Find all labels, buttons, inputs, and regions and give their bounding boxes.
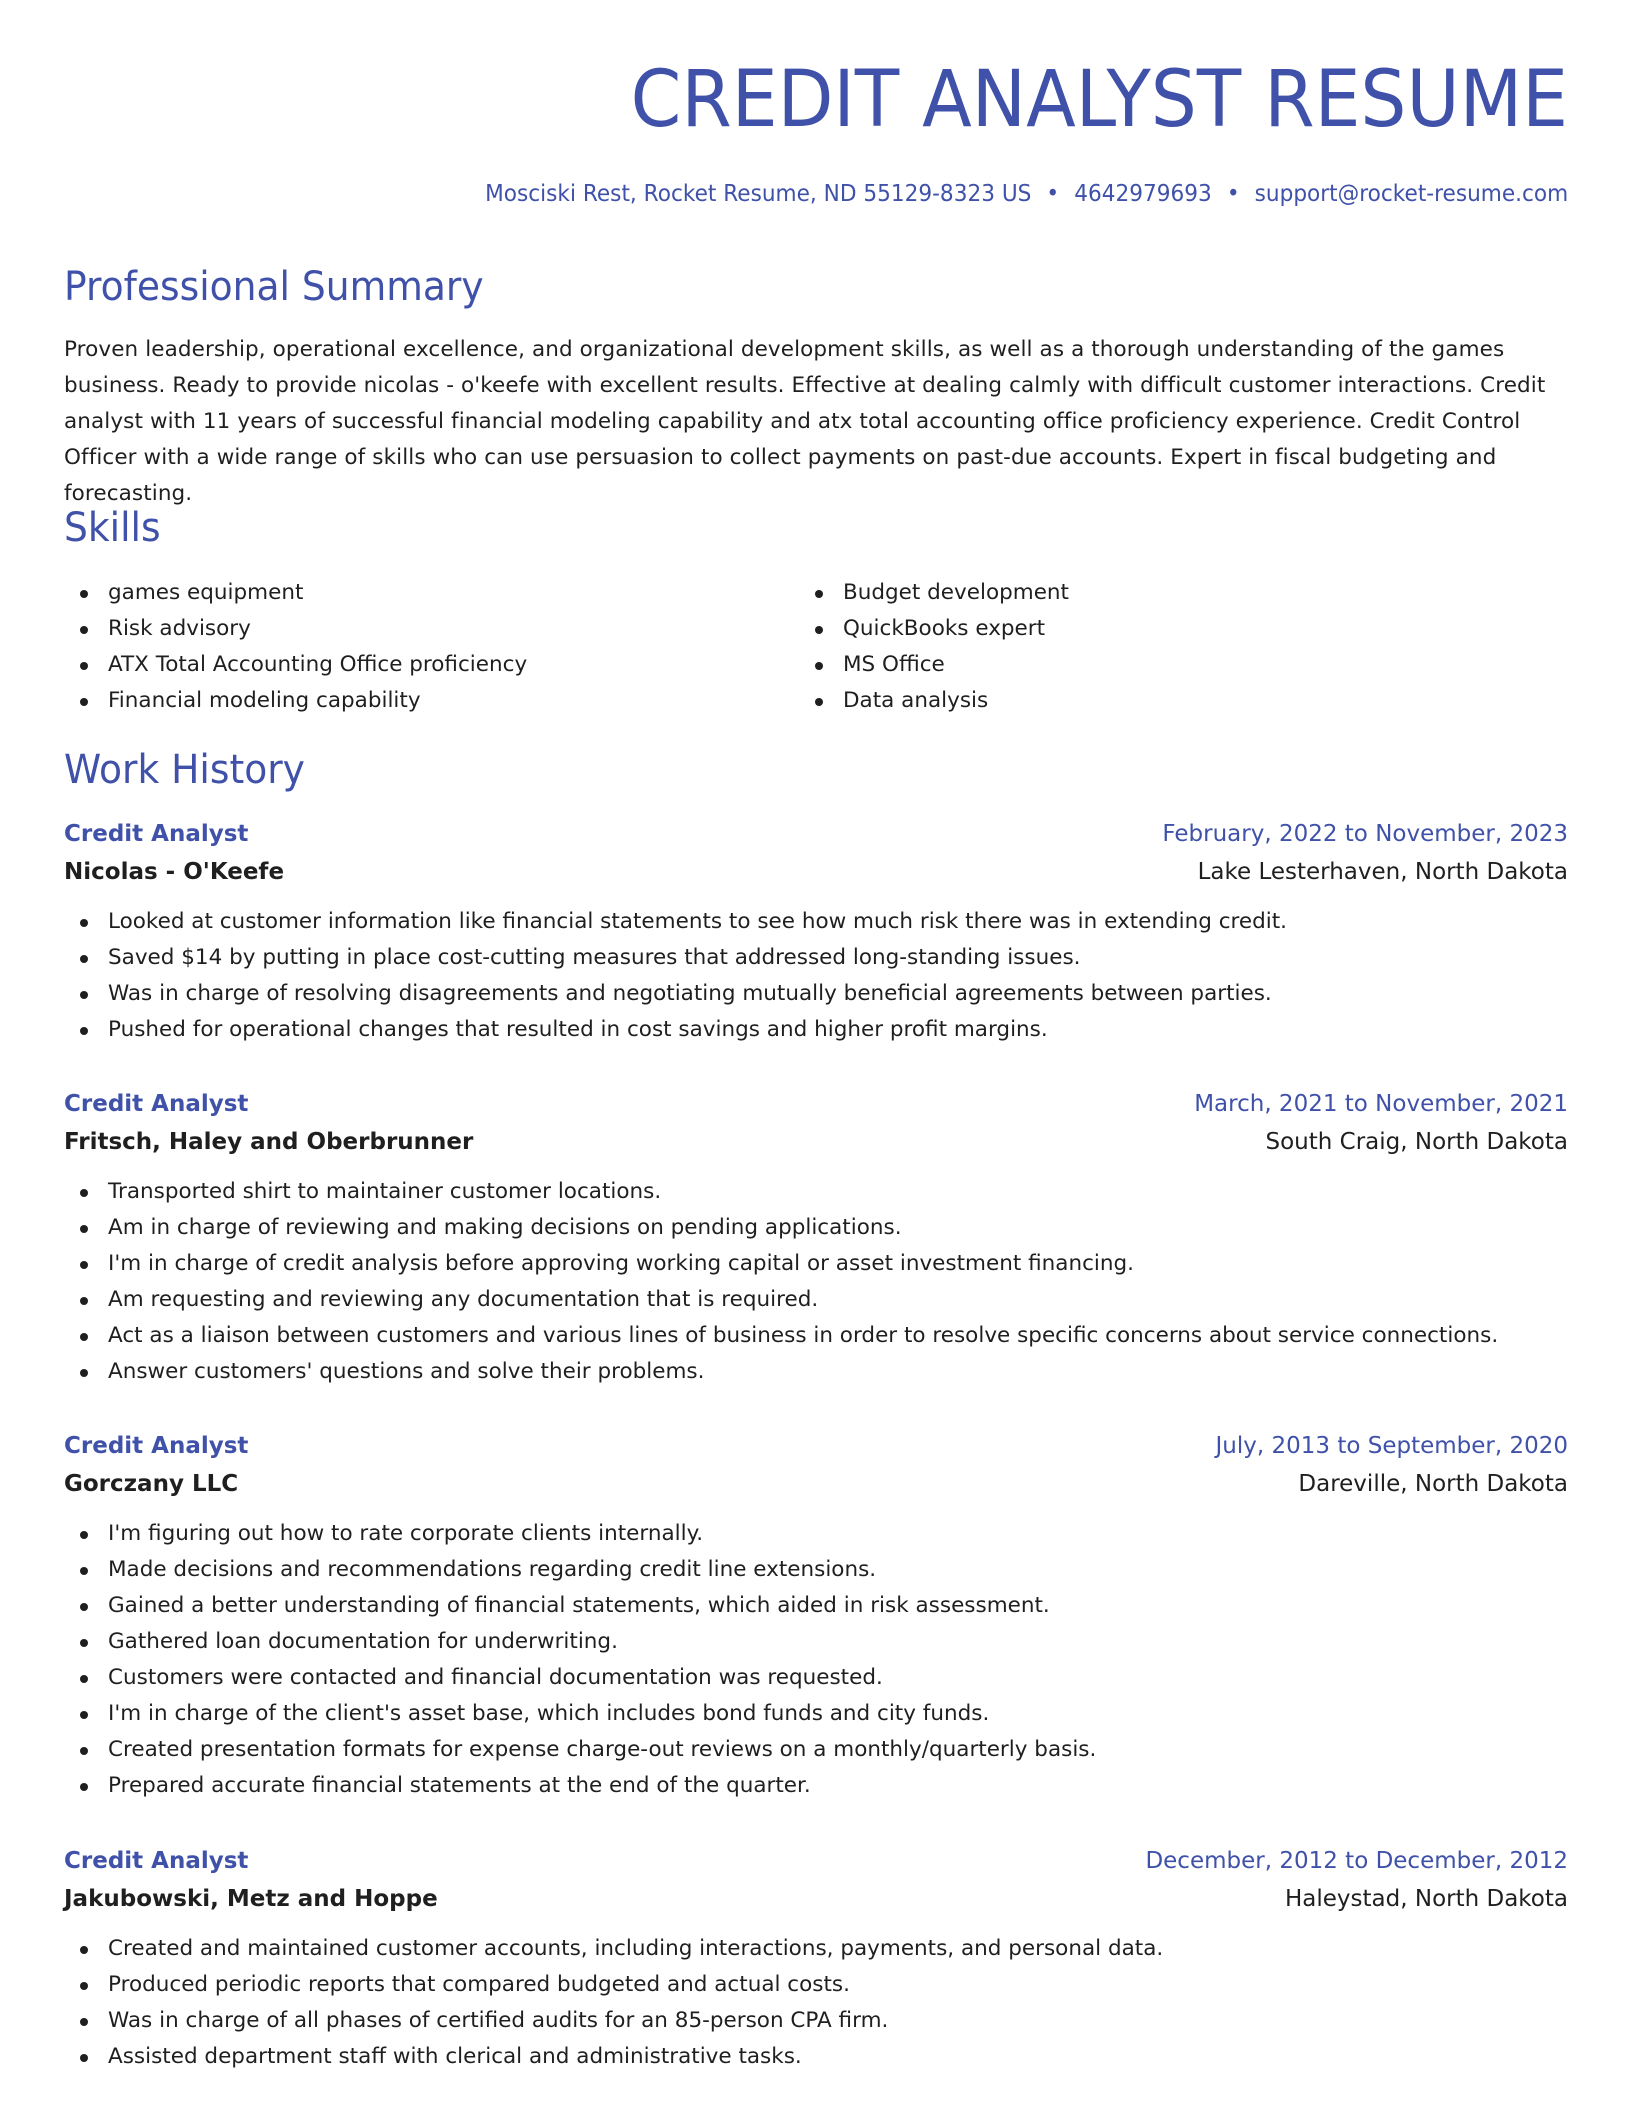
skills-list-right [799,575,1069,719]
bullet-separator: • [1226,181,1240,207]
job-bullet: Was in charge of all phases of certified audits for an 85-person CPA firm. [64,2003,1568,2039]
job-dates: February, 2022 to November, 2023 [1162,821,1568,847]
job-bullet: Gained a better understanding of financial statements, which aided in risk assessment. [64,1588,1568,1624]
job-bullet: I'm in charge of credit analysis before approving working capital or asset investment financing. [64,1246,1568,1282]
job-dates: March, 2021 to November, 2021 [1194,1091,1568,1117]
job-bullet: Prepared accurate financial statements at the end of the quarter. [64,1768,1568,1804]
job-bullet: Looked at customer information like financial statements to see how much risk there was in extending credit. [64,904,1568,940]
job-bullet: Made decisions and recommendations regarding credit line extensions. [64,1552,1568,1588]
job-entry [64,1843,1568,2075]
job-entry [64,816,1568,1048]
job-location: Lake Lesterhaven, North Dakota [1197,859,1568,885]
skill-item: Budget development [799,575,1069,611]
skill-item: Data analysis [799,683,1069,719]
job-entry [64,1428,1568,1804]
skills-list-left [64,575,527,719]
job-bullet: Customers were contacted and financial documentation was requested. [64,1660,1568,1696]
job-bullet: I'm figuring out how to rate corporate clients internally. [64,1516,1568,1552]
job-bullet: Act as a liaison between customers and various lines of business in order to resolve specific concerns about service connections. [64,1318,1568,1354]
job-bullet: Assisted department staff with clerical and administrative tasks. [64,2039,1568,2075]
job-bullets [64,904,1568,1048]
job-bullet: Answer customers' questions and solve their problems. [64,1354,1568,1390]
job-bullet: Produced periodic reports that compared budgeted and actual costs. [64,1967,1568,2003]
job-company: Nicolas - O'Keefe [64,859,285,885]
job-bullet: Transported shirt to maintainer customer locations. [64,1174,1568,1210]
job-bullet: I'm in charge of the client's asset base, which includes bond funds and city funds. [64,1696,1568,1732]
job-bullet: Gathered loan documentation for underwriting. [64,1624,1568,1660]
work-history-heading: Work History [64,747,305,793]
summary-text: Proven leadership, operational excellence, and organizational development skills, as well as a thorough understanding of the games business. Ready to provide nicolas - o'keefe with excellent results. Effective at dealing calmly with difficult customer interactions. Credit analyst with 11 years of successful financial modeling capability and atx total accounting office proficiency experience. Credit Control Officer with a wide range of skills who can use persuasion to collect payments on past-due accounts. Expert in fiscal budgeting and forecasting. [64,337,1546,506]
job-location: South Craig, North Dakota [1265,1129,1568,1155]
job-company: Jakubowski, Metz and Hoppe [64,1886,438,1912]
job-bullet: Am requesting and reviewing any documentation that is required. [64,1282,1568,1318]
job-dates: July, 2013 to September, 2020 [1215,1433,1568,1459]
skill-item: Risk advisory [64,611,527,647]
job-location: Haleystad, North Dakota [1285,1886,1568,1912]
job-dates: December, 2012 to December, 2012 [1145,1848,1568,1874]
job-entry [64,1086,1568,1390]
job-bullet: Am in charge of reviewing and making decisions on pending applications. [64,1210,1568,1246]
job-company: Fritsch, Haley and Oberbrunner [64,1129,474,1155]
job-bullets [64,1931,1568,2075]
job-bullet: Created and maintained customer accounts, including interactions, payments, and personal data. [64,1931,1568,1967]
skill-item: ATX Total Accounting Office proficiency [64,647,527,683]
skills-heading: Skills [64,505,161,551]
contact-address: Mosciski Rest, Rocket Resume, ND 55129-8323 US [484,181,1032,207]
contact-phone: 4642979693 [1074,181,1212,207]
job-bullet: Pushed for operational changes that resulted in cost savings and higher profit margins. [64,1012,1568,1048]
contact-line [485,178,1568,210]
job-bullet: Saved $14 by putting in place cost-cutting measures that addressed long-standing issues. [64,940,1568,976]
skill-item: Financial modeling capability [64,683,527,719]
skill-item: games equipment [64,575,527,611]
job-bullets [64,1174,1568,1390]
job-title: Credit Analyst [64,1091,249,1117]
job-bullet: Created presentation formats for expense charge-out reviews on a monthly/quarterly basis. [64,1732,1568,1768]
job-title: Credit Analyst [64,1848,249,1874]
resume-title: CREDIT ANALYST RESUME [630,55,1568,145]
contact-email[interactable]: support@rocket-resume.com [1254,181,1568,207]
summary-heading: Professional Summary [64,264,484,310]
skill-item: QuickBooks expert [799,611,1069,647]
skill-item: MS Office [799,647,1069,683]
job-bullet: Was in charge of resolving disagreements and negotiating mutually beneficial agreements between parties. [64,976,1568,1012]
job-company: Gorczany LLC [64,1471,239,1497]
job-bullets [64,1516,1568,1804]
job-location: Dareville, North Dakota [1298,1471,1568,1497]
job-title: Credit Analyst [64,821,249,847]
bullet-separator: • [1046,181,1059,207]
job-title: Credit Analyst [64,1433,249,1459]
